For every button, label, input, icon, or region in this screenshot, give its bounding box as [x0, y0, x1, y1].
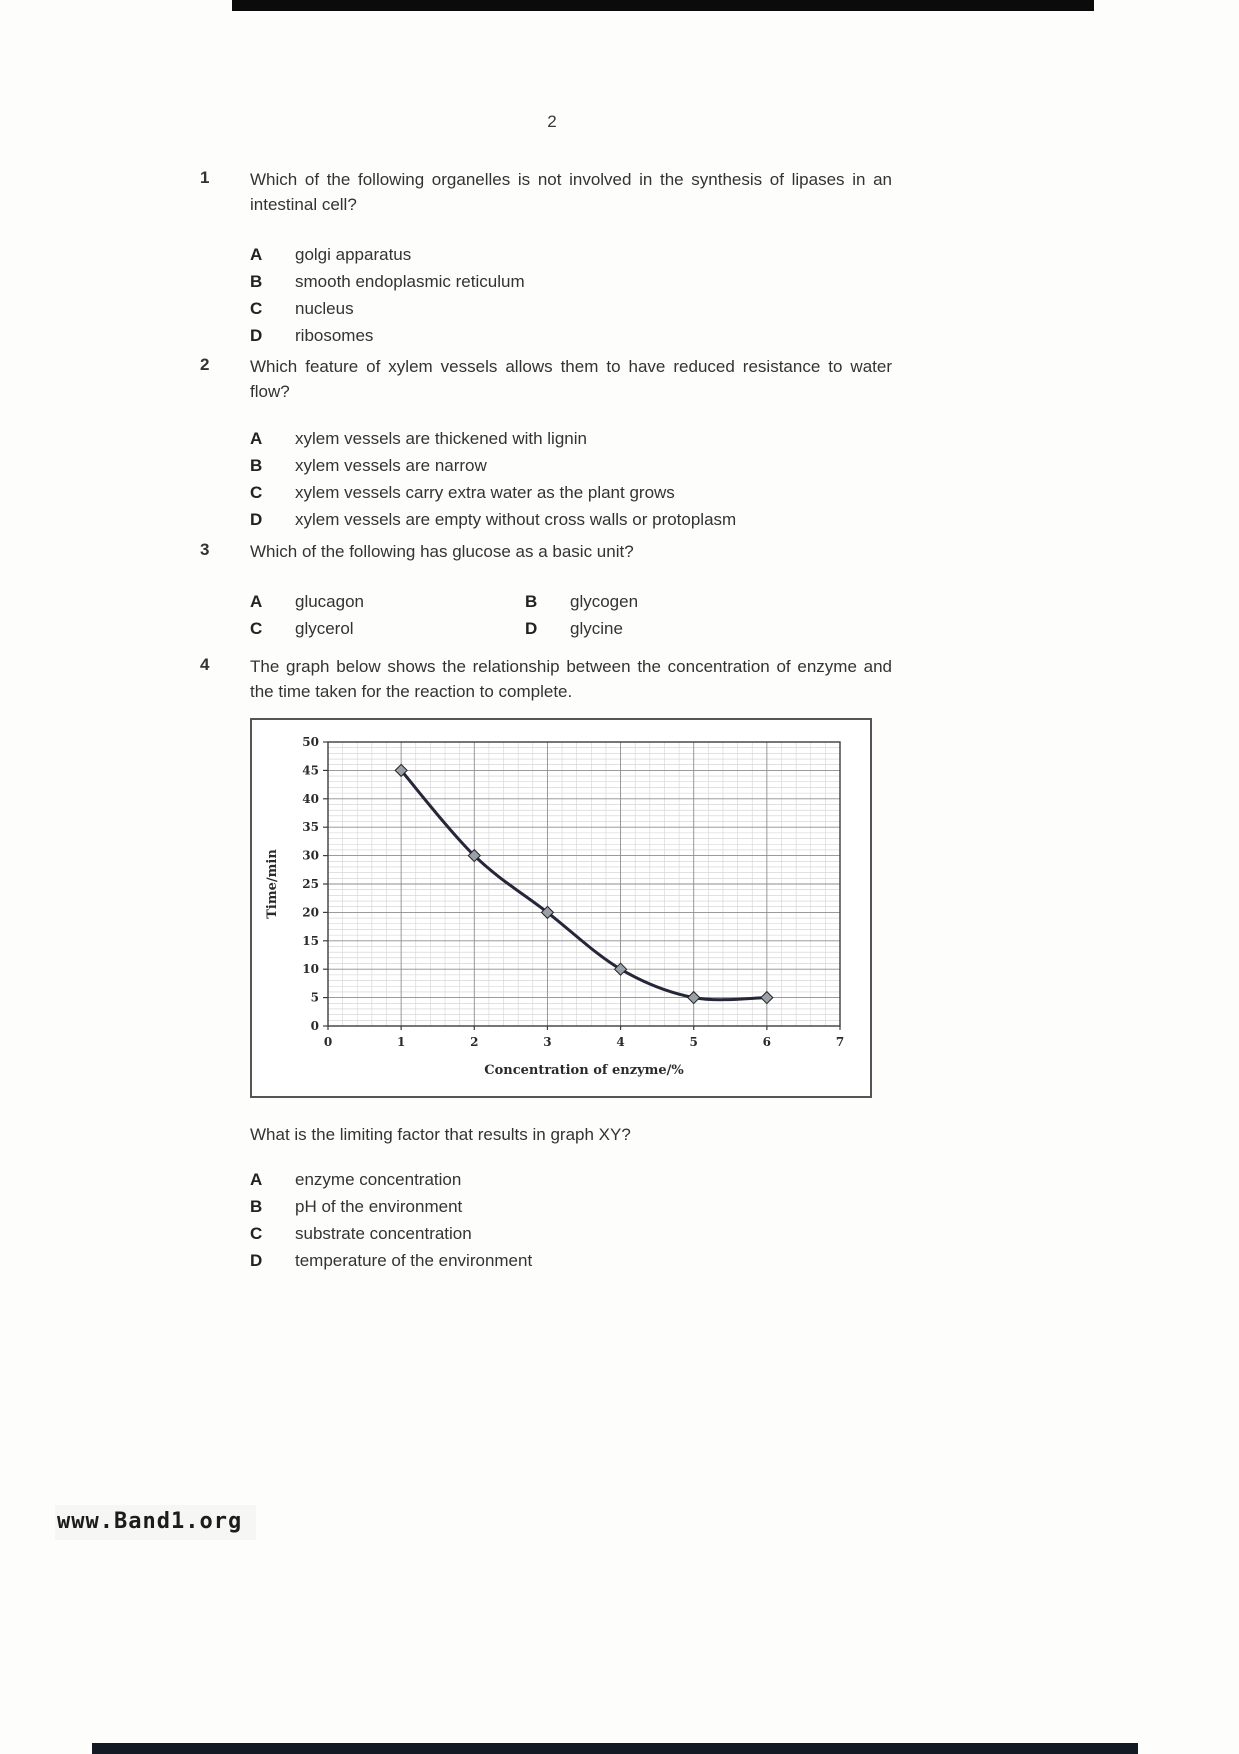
option-text: glycine [570, 619, 623, 638]
option-text: enzyme concentration [295, 1170, 462, 1189]
svg-text:1: 1 [396, 1035, 406, 1049]
scan-artifact-bottom [92, 1743, 1138, 1754]
svg-text:0: 0 [323, 1035, 333, 1049]
question-4-number: 4 [200, 655, 210, 674]
question-2-text: Which feature of xylem vessels allows them to have reduced resistance to water flow? [250, 357, 892, 401]
page-number: 2 [547, 112, 557, 131]
option-letter: B [525, 592, 538, 611]
option-letter: A [250, 429, 263, 448]
option-letter: A [250, 245, 263, 264]
option-text: xylem vessels are thickened with lignin [295, 429, 587, 448]
option-letter: D [250, 510, 263, 529]
option-letter: B [250, 1197, 263, 1216]
option-row [250, 1193, 532, 1220]
option-text: substrate concentration [295, 1224, 472, 1243]
enzyme-concentration-chart [250, 718, 872, 1098]
svg-text:50: 50 [302, 735, 319, 749]
watermark: www.Band1.org [55, 1505, 256, 1540]
option-letter: D [250, 1251, 263, 1270]
question-2-options [250, 425, 736, 533]
option-text: ribosomes [295, 326, 374, 345]
svg-text:0: 0 [310, 1019, 319, 1033]
svg-text:Concentration of enzyme/%: Concentration of enzyme/% [484, 1063, 684, 1078]
option-row [250, 425, 736, 452]
svg-text:20: 20 [302, 905, 319, 920]
option-row [250, 1166, 532, 1193]
question-4 [200, 655, 892, 704]
option-row [250, 479, 736, 506]
option-text: xylem vessels carry extra water as the plant grows [295, 483, 675, 502]
option-row [250, 506, 736, 533]
svg-text:45: 45 [302, 763, 319, 778]
question-1-text: Which of the following organelles is not involved in the synthesis of lipases in an intestinal cell? [250, 170, 892, 214]
question-4-text: What is the limiting factor that results in graph XY? [250, 1125, 631, 1144]
question-4-intro: The graph below shows the relationship between the concentration of enzyme and the time taken for the reaction to complete. [250, 657, 892, 701]
svg-text:4: 4 [616, 1035, 625, 1049]
question-1-number: 1 [200, 168, 210, 187]
svg-text:7: 7 [835, 1035, 845, 1049]
option-row [250, 452, 736, 479]
question-3-text: Which of the following has glucose as a basic unit? [250, 542, 634, 561]
option-letter: B [250, 456, 263, 475]
svg-text:2: 2 [470, 1035, 479, 1049]
option-text: smooth endoplasmic reticulum [295, 272, 525, 291]
option-text: xylem vessels are narrow [295, 456, 487, 475]
svg-text:6: 6 [762, 1035, 772, 1049]
option-text: glycogen [570, 592, 639, 611]
svg-text:3: 3 [543, 1035, 552, 1049]
question-3-options [250, 588, 638, 642]
svg-text:40: 40 [302, 791, 319, 806]
svg-text:Time/min: Time/min [265, 849, 280, 919]
svg-text:30: 30 [302, 848, 319, 863]
svg-text:15: 15 [302, 933, 319, 948]
option-letter: D [525, 619, 538, 638]
option-letter: A [250, 592, 263, 611]
option-text: nucleus [295, 299, 354, 318]
option-text: golgi apparatus [295, 245, 412, 264]
question-3-number: 3 [200, 540, 210, 559]
option-letter: C [250, 1224, 263, 1243]
question-3 [200, 540, 892, 565]
option-text: glycerol [295, 619, 354, 638]
option-text: pH of the environment [295, 1197, 463, 1216]
question-2 [200, 355, 892, 404]
svg-text:5: 5 [689, 1035, 698, 1049]
option-text: xylem vessels are empty without cross walls or protoplasm [295, 510, 737, 529]
svg-text:5: 5 [310, 990, 319, 1005]
option-letter: C [250, 483, 263, 502]
option-letter: C [250, 619, 263, 638]
svg-text:35: 35 [302, 820, 319, 835]
question-4-options [250, 1166, 532, 1274]
option-letter: C [250, 299, 263, 318]
question-1 [200, 168, 892, 217]
option-row [250, 322, 525, 349]
option-row [250, 1247, 532, 1274]
svg-text:25: 25 [302, 877, 319, 891]
option-row [250, 1220, 532, 1247]
option-row [250, 241, 525, 268]
option-row [250, 268, 525, 295]
option-text: glucagon [295, 592, 365, 611]
question-1-options [250, 241, 525, 349]
question-2-number: 2 [200, 355, 210, 374]
chart-canvas [256, 724, 866, 1090]
option-letter: D [250, 326, 263, 345]
option-letter: B [250, 272, 263, 291]
option-text: temperature of the environment [295, 1251, 533, 1270]
option-row [250, 295, 525, 322]
svg-text:10: 10 [302, 962, 319, 977]
option-letter: A [250, 1170, 263, 1189]
scan-artifact-top [232, 0, 1094, 11]
